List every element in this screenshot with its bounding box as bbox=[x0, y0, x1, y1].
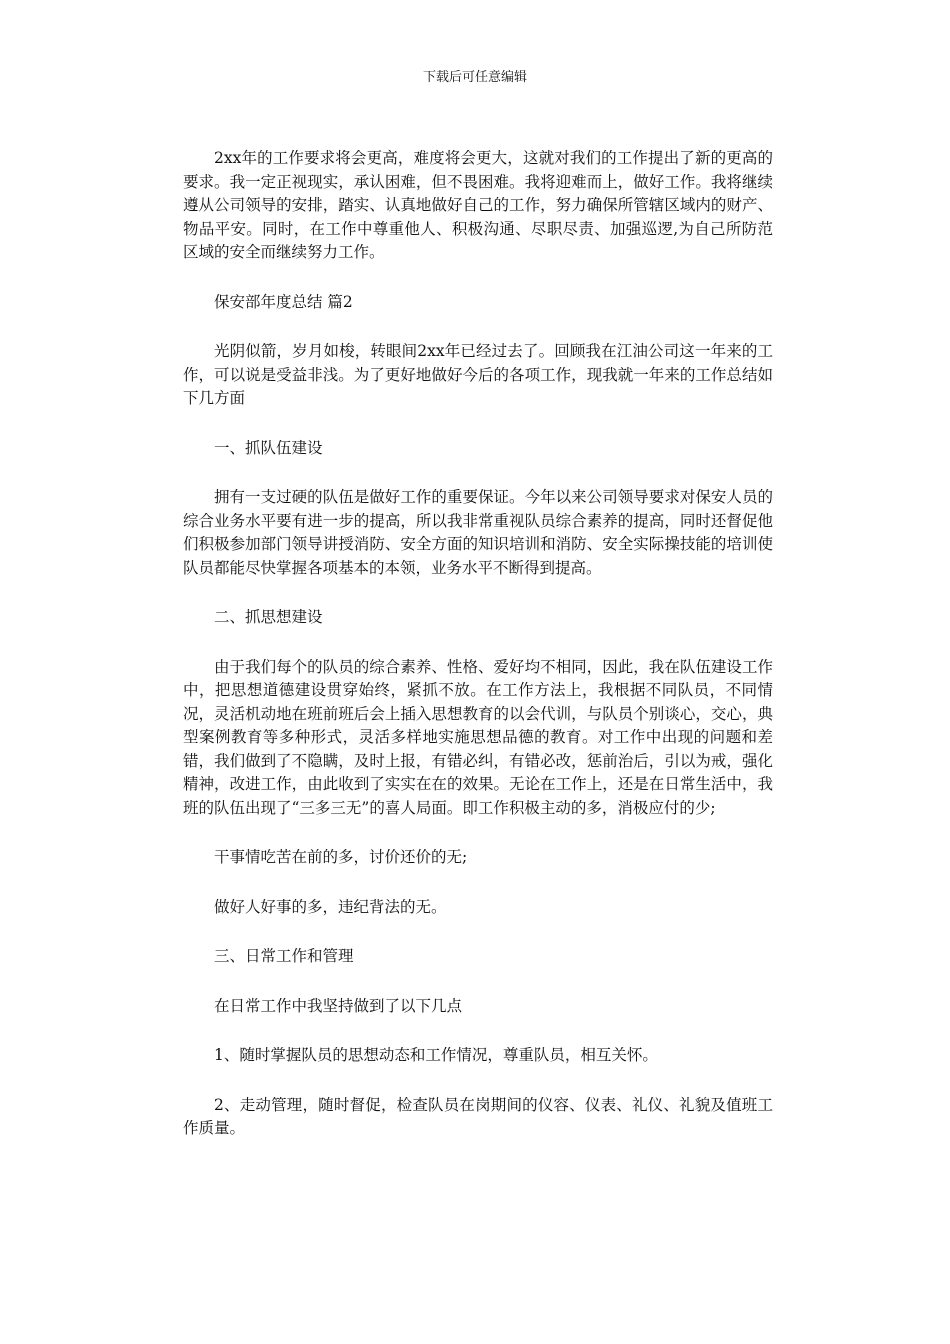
page-header-note: 下载后可任意编辑 bbox=[422, 70, 527, 85]
heading-team-building: 一、抓队伍建设 bbox=[214, 438, 323, 457]
paragraph-team-building: 拥有一支过硬的队伍是做好工作的重要保证。今年以来公司领导要求对保安人员的综合业务水平要有进一步的提高，所以我非常重视队员综合素养的提高，同时还督促他们积极参加部门领导讲授消防、安全方面的知识培训和消防、安全实际操技能的培训使队员都能尽快掌握各项基本的本领，业务水平不断得到提高。 bbox=[183, 488, 773, 577]
paragraph-work-requirements: 2xx年的工作要求将会更高，难度将会更大，这就对我们的工作提出了新的更高的要求。我一定正视现实，承认困难，但不畏困难。我将迎难而上，做好工作。我将继续遵从公司领导的安排，踏实、认真地做好自己的工作，努力确保所管辖区域内的财产、物品平安。同时，在工作中尊重他人、积极沟通、尽职尽责、加强巡逻,为自己所防范区域的安全而继续努力工作。 bbox=[183, 149, 773, 261]
document-body bbox=[183, 147, 773, 1141]
list-item-point-2: 2、走动管理，随时督促，检查队员在岗期间的仪容、仪表、礼仪、礼貌及值班工作质量。 bbox=[183, 1095, 773, 1137]
heading-daily-management: 三、日常工作和管理 bbox=[214, 947, 354, 965]
paragraph-year-review: 光阴似箭，岁月如梭，转眼间2xx年已经过去了。回顾我在江油公司这一年来的工作，可以说是受益非浅。为了更好地做好今后的各项工作，现我就一年来的工作总结如下几方面 bbox=[183, 342, 773, 407]
paragraph-daily-points-intro: 在日常工作中我坚持做到了以下几点 bbox=[214, 996, 463, 1015]
section-title-security-summary-2: 保安部年度总结 篇2 bbox=[214, 292, 353, 311]
paragraph-hard-work: 干事情吃苦在前的多，讨价还价的无; bbox=[214, 848, 468, 866]
list-item-point-1: 1、随时掌握队员的思想动态和工作情况，尊重队员，相互关怀。 bbox=[214, 1046, 658, 1064]
paragraph-ideological-building: 由于我们每个的队员的综合素养、性格、爱好均不相同，因此，我在队伍建设工作中，把思想道德建设贯穿始终，紧抓不放。在工作方法上，我根据不同队员，不同情况，灵活机动地在班前班后会上插入思想教育的以会代训，与队员个别谈心，交心，典型案例教育等多种形式，灵活多样地实施思想品德的教育。对工作中出现的问题和差错，我们做到了不隐瞒，及时上报，有错必纠，有错必改，惩前治后，引以为戒，强化精神，改进工作，由此收到了实实在在的效果。无论在工作上，还是在日常生活中，我班的队伍出现了“三多三无”的喜人局面。即工作积极主动的多，消极应付的少; bbox=[183, 657, 773, 817]
heading-ideological-building: 二、抓思想建设 bbox=[214, 608, 323, 626]
paragraph-good-deeds: 做好人好事的多，违纪背法的无。 bbox=[214, 897, 447, 916]
